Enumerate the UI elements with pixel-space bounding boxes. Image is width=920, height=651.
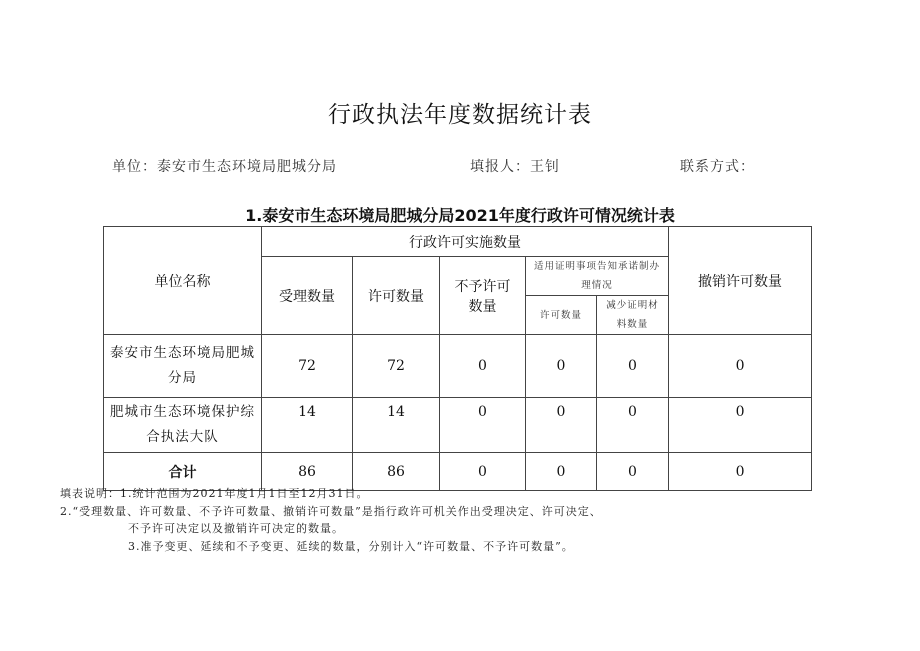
header-permitted: 许可数量 (353, 257, 440, 335)
header-unit-name: 单位名称 (104, 227, 262, 335)
header-impl-group: 行政许可实施数量 (262, 227, 669, 257)
header-cert-group: 适用证明事项告知承诺制办理情况 (526, 257, 669, 296)
row-unit-name: 泰安市生态环境局肥城分局 (104, 335, 262, 398)
row-unit-name: 肥城市生态环境保护综合执法大队 (104, 398, 262, 453)
table-row (104, 398, 812, 453)
cell-not-permitted: 0 (440, 335, 526, 398)
cell-revoked: 0 (669, 335, 812, 398)
total-label: 合计 (104, 453, 262, 491)
cell-cert-permitted: 0 (526, 398, 597, 453)
header-cert-reduced: 减少证明材料数量 (597, 296, 669, 335)
note-2-line-2: 不予许可决定以及撤销许可决定的数量。 (128, 522, 344, 535)
total-cert-permitted: 0 (526, 453, 597, 491)
cell-permitted: 14 (353, 398, 440, 453)
filler-label: 填报人：王钊 (470, 159, 560, 175)
header-cert-permitted: 许可数量 (526, 296, 597, 335)
statistics-table (103, 226, 812, 491)
header-revoked: 撤销许可数量 (669, 227, 812, 335)
header-not-permitted: 不予许可数量 (440, 257, 526, 335)
header-accepted: 受理数量 (262, 257, 353, 335)
note-2-line-1: 2.“受理数量、许可数量、不予许可数量、撤销许可数量”是指行政许可机关作出受理决定、许可决定、 (60, 505, 602, 518)
total-cert-reduced: 0 (597, 453, 669, 491)
total-permitted: 86 (353, 453, 440, 491)
table-row (104, 335, 812, 398)
cell-cert-permitted: 0 (526, 335, 597, 398)
total-not-permitted: 0 (440, 453, 526, 491)
note-3: 3.准予变更、延续和不予变更、延续的数量，分别计入“许可数量、不予许可数量”。 (128, 540, 574, 553)
cell-cert-reduced: 0 (597, 335, 669, 398)
cell-accepted: 14 (262, 398, 353, 453)
cell-accepted: 72 (262, 335, 353, 398)
cell-revoked: 0 (669, 398, 812, 453)
page-title: 行政执法年度数据统计表 (328, 102, 592, 128)
note-1: 填表说明：1.统计范围为2021年度1月1日至12月31日。 (60, 487, 369, 500)
table-title: 1.泰安市生态环境局肥城分局2021年度行政许可情况统计表 (245, 206, 675, 225)
total-revoked: 0 (669, 453, 812, 491)
cell-not-permitted: 0 (440, 398, 526, 453)
cell-permitted: 72 (353, 335, 440, 398)
unit-label: 单位：泰安市生态环境局肥城分局 (112, 159, 337, 175)
contact-label: 联系方式： (680, 159, 755, 175)
cell-cert-reduced: 0 (597, 398, 669, 453)
total-accepted: 86 (262, 453, 353, 491)
